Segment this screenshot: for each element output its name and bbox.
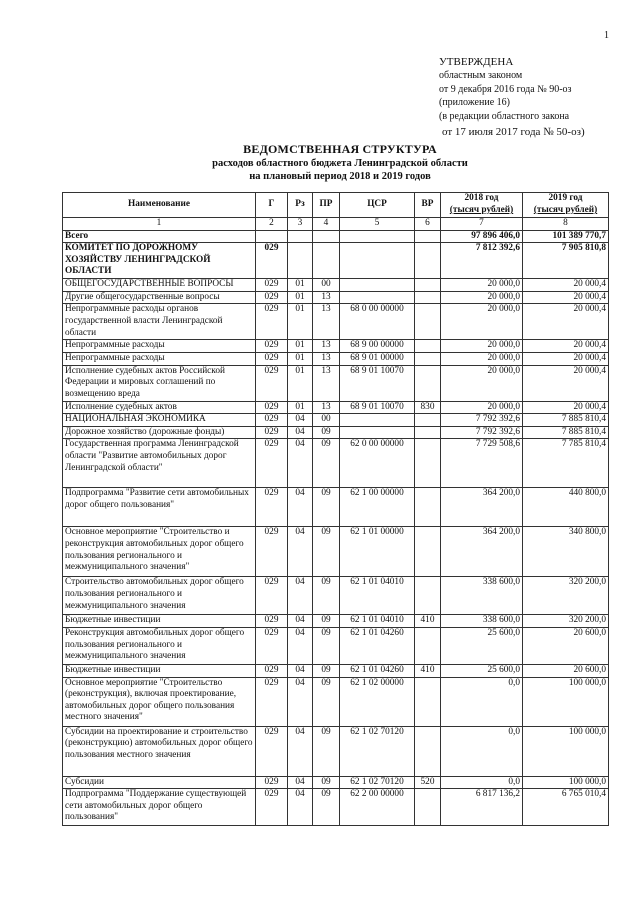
cell-y2019: 20 000,4 bbox=[523, 365, 609, 401]
cell-csr: 68 9 01 10070 bbox=[340, 365, 415, 401]
cell-vr bbox=[415, 243, 441, 279]
cell-g: 029 bbox=[256, 365, 288, 401]
cell-vr bbox=[415, 488, 441, 527]
column-number-row bbox=[63, 218, 609, 231]
cell-y2018: 7 792 392,6 bbox=[441, 414, 523, 427]
cell-pr: 13 bbox=[313, 401, 340, 414]
cell-name: Непрограммные расходы bbox=[63, 352, 256, 365]
header-rz: Рз bbox=[288, 193, 313, 218]
table-row bbox=[63, 439, 609, 488]
cell-csr: 62 1 02 70120 bbox=[340, 726, 415, 776]
cell-g: 029 bbox=[256, 527, 288, 577]
cell-y2018: 20 000,0 bbox=[441, 279, 523, 292]
title-line-1: ВЕДОМСТВЕННАЯ СТРУКТУРА bbox=[243, 142, 437, 156]
table-row bbox=[63, 664, 609, 677]
cell-vr bbox=[415, 340, 441, 353]
cell-csr: 62 0 00 00000 bbox=[340, 439, 415, 488]
cell-csr: 68 9 01 10070 bbox=[340, 401, 415, 414]
cell-pr: 09 bbox=[313, 726, 340, 776]
cell-pr bbox=[313, 230, 340, 243]
cell-rz: 01 bbox=[288, 279, 313, 292]
cell-vr bbox=[415, 279, 441, 292]
cell-rz: 04 bbox=[288, 577, 313, 615]
cell-y2018: 7 792 392,6 bbox=[441, 426, 523, 439]
cell-vr bbox=[415, 527, 441, 577]
cell-csr: 68 9 01 00000 bbox=[340, 352, 415, 365]
cell-name: Основное мероприятие "Строительство (реконструкция), включая проектирование, автомобильных дорог общего пользования местного значения" bbox=[63, 677, 256, 726]
cell-g: 029 bbox=[256, 439, 288, 488]
cell-rz: 01 bbox=[288, 365, 313, 401]
cell-csr: 62 1 01 04260 bbox=[340, 627, 415, 664]
cell-y2019: 100 000,0 bbox=[523, 776, 609, 789]
cell-name: Непрограммные расходы органов государственной власти Ленинградской области bbox=[63, 304, 256, 340]
cell-y2019: 20 000,4 bbox=[523, 401, 609, 414]
cell-name: Другие общегосударственные вопросы bbox=[63, 291, 256, 304]
cell-name: Основное мероприятие "Строительство и реконструкция автомобильных дорог общего пользования регионального и межмуниципального значения" bbox=[63, 527, 256, 577]
table-row bbox=[63, 577, 609, 615]
table-row bbox=[63, 414, 609, 427]
table-row bbox=[63, 776, 609, 789]
cell-vr bbox=[415, 789, 441, 826]
cell-name: Бюджетные инвестиции bbox=[63, 664, 256, 677]
cell-pr: 00 bbox=[313, 414, 340, 427]
cell-pr: 09 bbox=[313, 488, 340, 527]
table-row bbox=[63, 488, 609, 527]
cell-csr bbox=[340, 291, 415, 304]
cell-vr: 410 bbox=[415, 664, 441, 677]
column-number: 5 bbox=[340, 218, 415, 231]
cell-y2018: 20 000,0 bbox=[441, 352, 523, 365]
table-row bbox=[63, 726, 609, 776]
budget-table-body bbox=[63, 230, 609, 826]
cell-pr: 09 bbox=[313, 664, 340, 677]
header-g: Г bbox=[256, 193, 288, 218]
cell-g: 029 bbox=[256, 426, 288, 439]
approval-line-5: (в редакции областного закона bbox=[439, 110, 570, 122]
cell-csr: 62 1 01 00000 bbox=[340, 527, 415, 577]
cell-y2018: 338 600,0 bbox=[441, 615, 523, 628]
cell-y2018: 0,0 bbox=[441, 677, 523, 726]
cell-pr: 09 bbox=[313, 577, 340, 615]
cell-y2018: 364 200,0 bbox=[441, 488, 523, 527]
cell-g: 029 bbox=[256, 789, 288, 826]
cell-name: Строительство автомобильных дорог общего пользования регионального и межмуниципального значения bbox=[63, 577, 256, 615]
cell-vr bbox=[415, 365, 441, 401]
cell-vr bbox=[415, 627, 441, 664]
column-number: 7 bbox=[441, 218, 523, 231]
cell-rz bbox=[288, 230, 313, 243]
cell-name: Исполнение судебных актов Российской Федерации и мировых соглашений по возмещению вреда bbox=[63, 365, 256, 401]
cell-pr: 13 bbox=[313, 291, 340, 304]
cell-y2018: 97 896 406,0 bbox=[441, 230, 523, 243]
cell-name: Подпрограмма "Поддержание существующей сети автомобильных дорог общего пользования" bbox=[63, 789, 256, 826]
approval-line-2: областным законом bbox=[439, 70, 523, 82]
cell-pr: 09 bbox=[313, 426, 340, 439]
cell-pr: 09 bbox=[313, 627, 340, 664]
table-row bbox=[63, 677, 609, 726]
cell-name: НАЦИОНАЛЬНАЯ ЭКОНОМИКА bbox=[63, 414, 256, 427]
cell-g: 029 bbox=[256, 304, 288, 340]
cell-g: 029 bbox=[256, 291, 288, 304]
document-title bbox=[60, 143, 620, 184]
cell-y2019: 20 000,4 bbox=[523, 291, 609, 304]
table-row bbox=[63, 365, 609, 401]
cell-vr bbox=[415, 304, 441, 340]
cell-y2018: 25 600,0 bbox=[441, 627, 523, 664]
cell-name: Субсидии на проектирование и строительство (реконструкцию) автомобильных дорог общего пользования местного значения bbox=[63, 726, 256, 776]
table-row bbox=[63, 615, 609, 628]
cell-csr: 62 2 00 00000 bbox=[340, 789, 415, 826]
table-row bbox=[63, 340, 609, 353]
cell-g: 029 bbox=[256, 340, 288, 353]
cell-y2018: 6 817 136,2 bbox=[441, 789, 523, 826]
cell-pr bbox=[313, 243, 340, 279]
cell-vr bbox=[415, 577, 441, 615]
header-2019 bbox=[523, 193, 609, 218]
cell-vr: 520 bbox=[415, 776, 441, 789]
cell-rz: 04 bbox=[288, 664, 313, 677]
table-row bbox=[63, 279, 609, 292]
cell-name: КОМИТЕТ ПО ДОРОЖНОМУ ХОЗЯЙСТВУ ЛЕНИНГРАДСКОЙ ОБЛАСТИ bbox=[63, 243, 256, 279]
cell-y2018: 20 000,0 bbox=[441, 340, 523, 353]
cell-y2019: 7 885 810,4 bbox=[523, 426, 609, 439]
cell-csr: 62 1 00 00000 bbox=[340, 488, 415, 527]
cell-y2019: 440 800,0 bbox=[523, 488, 609, 527]
cell-csr bbox=[340, 426, 415, 439]
column-number: 6 bbox=[415, 218, 441, 231]
cell-vr bbox=[415, 677, 441, 726]
cell-csr: 62 1 02 70120 bbox=[340, 776, 415, 789]
cell-rz: 04 bbox=[288, 414, 313, 427]
cell-y2018: 25 600,0 bbox=[441, 664, 523, 677]
cell-vr bbox=[415, 414, 441, 427]
table-header-row bbox=[63, 193, 609, 218]
cell-pr: 09 bbox=[313, 439, 340, 488]
table-row bbox=[63, 789, 609, 826]
table-row bbox=[63, 243, 609, 279]
cell-y2018: 0,0 bbox=[441, 726, 523, 776]
cell-y2018: 7 812 392,6 bbox=[441, 243, 523, 279]
table-row bbox=[63, 426, 609, 439]
header-2018-year: 2018 год bbox=[464, 193, 499, 204]
budget-table bbox=[62, 192, 609, 826]
cell-csr: 68 9 00 00000 bbox=[340, 340, 415, 353]
cell-y2018: 20 000,0 bbox=[441, 401, 523, 414]
cell-pr: 09 bbox=[313, 776, 340, 789]
cell-name: Государственная программа Ленинградской области "Развитие автомобильных дорог Ленинградской области" bbox=[63, 439, 256, 488]
cell-y2018: 338 600,0 bbox=[441, 577, 523, 615]
table-row bbox=[63, 527, 609, 577]
cell-vr bbox=[415, 352, 441, 365]
cell-csr: 62 1 01 04260 bbox=[340, 664, 415, 677]
cell-g: 029 bbox=[256, 352, 288, 365]
cell-name: ОБЩЕГОСУДАРСТВЕННЫЕ ВОПРОСЫ bbox=[63, 279, 256, 292]
cell-csr bbox=[340, 243, 415, 279]
table-row bbox=[63, 401, 609, 414]
cell-pr: 09 bbox=[313, 789, 340, 826]
cell-rz: 01 bbox=[288, 304, 313, 340]
cell-g: 029 bbox=[256, 401, 288, 414]
cell-g: 029 bbox=[256, 627, 288, 664]
cell-vr bbox=[415, 426, 441, 439]
cell-rz: 01 bbox=[288, 352, 313, 365]
cell-name: Дорожное хозяйство (дорожные фонды) bbox=[63, 426, 256, 439]
cell-rz bbox=[288, 243, 313, 279]
cell-csr bbox=[340, 414, 415, 427]
page-number: 1 bbox=[604, 30, 609, 41]
cell-y2019: 20 000,4 bbox=[523, 340, 609, 353]
approval-line-1: УТВЕРЖДЕНА bbox=[439, 56, 514, 68]
cell-g: 029 bbox=[256, 414, 288, 427]
cell-pr: 13 bbox=[313, 365, 340, 401]
cell-y2019: 320 200,0 bbox=[523, 577, 609, 615]
title-line-3: на плановый период 2018 и 2019 годов bbox=[249, 171, 431, 182]
cell-vr bbox=[415, 439, 441, 488]
cell-rz: 04 bbox=[288, 776, 313, 789]
cell-rz: 04 bbox=[288, 677, 313, 726]
cell-rz: 01 bbox=[288, 291, 313, 304]
cell-vr: 830 bbox=[415, 401, 441, 414]
cell-pr: 09 bbox=[313, 677, 340, 726]
cell-csr bbox=[340, 230, 415, 243]
cell-g: 029 bbox=[256, 279, 288, 292]
cell-y2018: 7 729 508,6 bbox=[441, 439, 523, 488]
cell-g: 029 bbox=[256, 488, 288, 527]
column-number: 8 bbox=[523, 218, 609, 231]
cell-y2019: 100 000,0 bbox=[523, 726, 609, 776]
cell-y2018: 20 000,0 bbox=[441, 304, 523, 340]
cell-name: Всего bbox=[63, 230, 256, 243]
cell-g: 029 bbox=[256, 243, 288, 279]
title-line-2: расходов областного бюджета Ленинградской области bbox=[212, 157, 468, 169]
cell-y2019: 20 000,4 bbox=[523, 304, 609, 340]
cell-y2018: 0,0 bbox=[441, 776, 523, 789]
cell-rz: 01 bbox=[288, 401, 313, 414]
cell-g: 029 bbox=[256, 615, 288, 628]
column-number: 3 bbox=[288, 218, 313, 231]
cell-pr: 13 bbox=[313, 352, 340, 365]
header-name: Наименование bbox=[63, 193, 256, 218]
header-2019-year: 2019 год bbox=[548, 193, 583, 204]
table-row bbox=[63, 352, 609, 365]
cell-y2018: 364 200,0 bbox=[441, 527, 523, 577]
cell-y2019: 340 800,0 bbox=[523, 527, 609, 577]
cell-g: 029 bbox=[256, 776, 288, 789]
cell-y2019: 7 905 810,8 bbox=[523, 243, 609, 279]
cell-y2019: 7 885 810,4 bbox=[523, 414, 609, 427]
cell-pr: 13 bbox=[313, 304, 340, 340]
header-csr: ЦСР bbox=[340, 193, 415, 218]
cell-name: Бюджетные инвестиции bbox=[63, 615, 256, 628]
cell-csr: 62 1 02 00000 bbox=[340, 677, 415, 726]
cell-rz: 04 bbox=[288, 726, 313, 776]
cell-rz: 04 bbox=[288, 527, 313, 577]
column-number: 4 bbox=[313, 218, 340, 231]
cell-y2019: 20 000,4 bbox=[523, 352, 609, 365]
table-row bbox=[63, 627, 609, 664]
cell-g bbox=[256, 230, 288, 243]
cell-name: Субсидии bbox=[63, 776, 256, 789]
cell-pr: 13 bbox=[313, 340, 340, 353]
approval-line-6: от 17 июля 2017 года № 50-оз) bbox=[442, 126, 585, 139]
cell-csr: 62 1 01 04010 bbox=[340, 577, 415, 615]
approval-stamp bbox=[439, 56, 585, 139]
cell-name: Реконструкция автомобильных дорог общего пользования регионального и межмуниципального значения bbox=[63, 627, 256, 664]
cell-y2018: 20 000,0 bbox=[441, 365, 523, 401]
cell-g: 029 bbox=[256, 726, 288, 776]
cell-g: 029 bbox=[256, 664, 288, 677]
cell-vr bbox=[415, 726, 441, 776]
cell-rz: 04 bbox=[288, 627, 313, 664]
cell-csr bbox=[340, 279, 415, 292]
cell-csr: 62 1 01 04010 bbox=[340, 615, 415, 628]
table-row bbox=[63, 230, 609, 243]
cell-name: Непрограммные расходы bbox=[63, 340, 256, 353]
approval-line-4: (приложение 16) bbox=[439, 97, 510, 109]
table-row bbox=[63, 291, 609, 304]
cell-g: 029 bbox=[256, 677, 288, 726]
header-2018-unit: (тысяч рублей) bbox=[449, 205, 514, 215]
cell-rz: 04 bbox=[288, 789, 313, 826]
cell-y2019: 6 765 010,4 bbox=[523, 789, 609, 826]
cell-y2019: 320 200,0 bbox=[523, 615, 609, 628]
cell-csr: 68 0 00 00000 bbox=[340, 304, 415, 340]
cell-y2019: 20 600,0 bbox=[523, 627, 609, 664]
cell-pr: 00 bbox=[313, 279, 340, 292]
cell-vr bbox=[415, 291, 441, 304]
cell-name: Подпрограмма "Развитие сети автомобильных дорог общего пользования" bbox=[63, 488, 256, 527]
cell-rz: 04 bbox=[288, 488, 313, 527]
cell-y2019: 101 389 770,7 bbox=[523, 230, 609, 243]
cell-y2018: 20 000,0 bbox=[441, 291, 523, 304]
column-number: 1 bbox=[63, 218, 256, 231]
cell-rz: 04 bbox=[288, 426, 313, 439]
cell-rz: 01 bbox=[288, 340, 313, 353]
cell-pr: 09 bbox=[313, 527, 340, 577]
table-row bbox=[63, 304, 609, 340]
cell-y2019: 100 000,0 bbox=[523, 677, 609, 726]
cell-name: Исполнение судебных актов bbox=[63, 401, 256, 414]
cell-y2019: 20 600,0 bbox=[523, 664, 609, 677]
cell-y2019: 7 785 810,4 bbox=[523, 439, 609, 488]
cell-rz: 04 bbox=[288, 615, 313, 628]
header-vr: ВР bbox=[415, 193, 441, 218]
cell-vr: 410 bbox=[415, 615, 441, 628]
approval-line-3: от 9 декабря 2016 года № 90-оз bbox=[439, 83, 572, 95]
column-number: 2 bbox=[256, 218, 288, 231]
cell-vr bbox=[415, 230, 441, 243]
cell-pr: 09 bbox=[313, 615, 340, 628]
header-2018 bbox=[441, 193, 523, 218]
cell-g: 029 bbox=[256, 577, 288, 615]
header-pr: ПР bbox=[313, 193, 340, 218]
header-2019-unit: (тысяч рублей) bbox=[533, 205, 598, 215]
cell-y2019: 20 000,4 bbox=[523, 279, 609, 292]
cell-rz: 04 bbox=[288, 439, 313, 488]
